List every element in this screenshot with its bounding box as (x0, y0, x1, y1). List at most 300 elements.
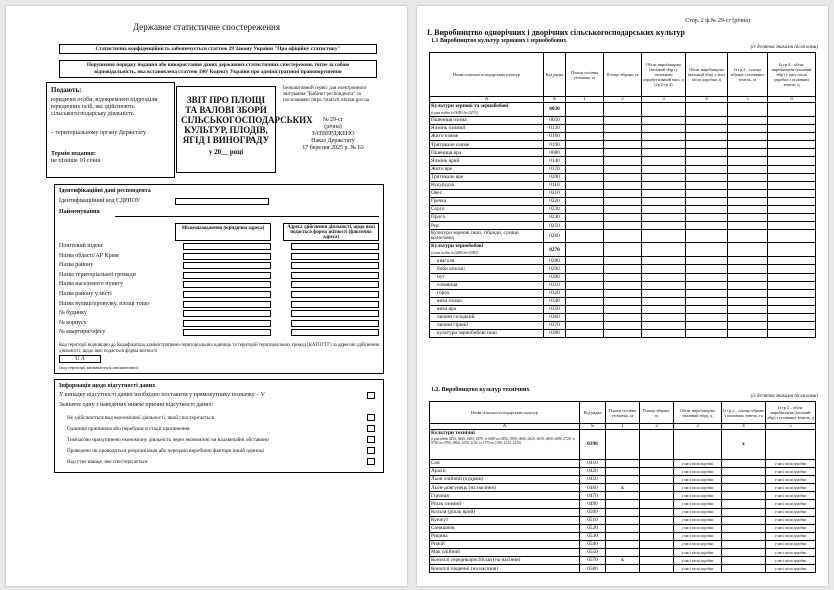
input-cell[interactable] (640, 540, 674, 548)
input-cell[interactable] (604, 149, 642, 157)
unit-note-cell[interactable]: у масі після доробки (766, 500, 816, 508)
input-cell[interactable] (728, 125, 768, 133)
input-cell[interactable] (686, 230, 728, 243)
legal-address-field[interactable] (183, 320, 271, 327)
actual-address-field[interactable] (291, 310, 379, 317)
actual-address-field[interactable] (291, 272, 379, 279)
legal-address-field[interactable] (183, 310, 271, 317)
crop-name-cell (430, 103, 544, 117)
input-cell[interactable] (606, 476, 640, 484)
input-cell[interactable] (722, 524, 766, 532)
input-cell[interactable] (604, 297, 642, 305)
crop-name: Ячмінь озимий (431, 125, 466, 132)
input-cell[interactable] (728, 189, 768, 197)
input-cell[interactable] (566, 181, 604, 189)
input-cell[interactable] (606, 565, 640, 573)
input-cell[interactable] (766, 430, 816, 460)
input-cell[interactable] (642, 103, 686, 117)
input-cell[interactable] (728, 297, 768, 305)
input-cell[interactable] (722, 532, 766, 540)
input-cell[interactable] (604, 222, 642, 230)
input-cell[interactable] (640, 430, 674, 460)
input-cell[interactable] (768, 243, 816, 257)
input-cell[interactable] (768, 289, 816, 297)
input-cell[interactable] (566, 206, 604, 214)
unit-note-cell[interactable]: у масі після доробки (674, 484, 722, 492)
t1-header: Площа посівна уточнена, га (566, 53, 604, 97)
row-code: 0550 (580, 549, 606, 557)
input-cell[interactable] (604, 189, 642, 197)
actual-address-field[interactable] (291, 281, 379, 288)
input-cell[interactable] (728, 305, 768, 313)
input-cell[interactable] (728, 149, 768, 157)
input-cell[interactable] (728, 133, 768, 141)
input-cell[interactable] (722, 460, 766, 468)
input-cell[interactable] (728, 173, 768, 181)
input-cell[interactable] (768, 197, 816, 205)
unit-note-cell[interactable]: у масі після доробки (674, 508, 722, 516)
input-cell[interactable] (640, 492, 674, 500)
input-cell[interactable] (604, 230, 642, 243)
input-cell[interactable] (722, 516, 766, 524)
unit-note-cell[interactable]: у масі після доробки (766, 516, 816, 524)
input-cell[interactable] (686, 165, 728, 173)
input-cell[interactable] (686, 222, 728, 230)
unit-note-cell[interactable]: у масі після доробки (766, 484, 816, 492)
input-cell[interactable] (642, 243, 686, 257)
input-cell[interactable] (566, 313, 604, 321)
input-cell[interactable] (722, 557, 766, 565)
input-cell[interactable] (768, 322, 816, 330)
input-cell[interactable] (728, 289, 768, 297)
input-cell[interactable] (728, 197, 768, 205)
absence-reason-checkbox[interactable] (367, 425, 375, 432)
unit-note-cell[interactable]: у масі після доробки (766, 524, 816, 532)
input-cell[interactable] (728, 230, 768, 243)
input-cell[interactable] (686, 214, 728, 222)
input-cell[interactable] (566, 197, 604, 205)
unit-note-cell[interactable]: у масі після доробки (674, 540, 722, 548)
unit-note-cell[interactable]: у масі після доробки (674, 516, 722, 524)
input-cell[interactable] (768, 149, 816, 157)
input-cell[interactable] (566, 265, 604, 273)
legal-address-field[interactable] (183, 281, 271, 288)
input-cell[interactable] (674, 430, 722, 460)
input-cell[interactable] (640, 468, 674, 476)
table-row (430, 189, 816, 197)
input-cell[interactable] (728, 313, 768, 321)
input-cell[interactable] (640, 500, 674, 508)
input-cell[interactable] (768, 330, 816, 338)
actual-address-field[interactable] (291, 291, 379, 298)
input-cell[interactable] (566, 257, 604, 265)
actual-address-field[interactable] (291, 262, 379, 269)
input-cell[interactable] (686, 197, 728, 205)
t2-header: Назва сільськогосподарських культур (430, 402, 580, 424)
input-cell[interactable] (604, 117, 642, 125)
input-cell[interactable] (686, 289, 728, 297)
input-cell[interactable] (768, 214, 816, 222)
input-cell[interactable] (686, 305, 728, 313)
column-index: 3 (642, 97, 686, 103)
input-cell[interactable] (728, 273, 768, 281)
input-cell[interactable] (642, 230, 686, 243)
input-cell[interactable] (722, 549, 766, 557)
input-cell[interactable] (728, 165, 768, 173)
input-cell[interactable] (566, 189, 604, 197)
input-cell[interactable] (642, 330, 686, 338)
input-cell[interactable] (640, 524, 674, 532)
legal-address-field[interactable] (183, 329, 271, 336)
row-code: 0580 (580, 565, 606, 573)
crop-name-cell (430, 230, 544, 243)
unit-note-cell[interactable]: у масі після доробки (674, 532, 722, 540)
input-cell[interactable] (642, 305, 686, 313)
input-cell[interactable] (722, 476, 766, 484)
input-cell[interactable] (642, 265, 686, 273)
input-cell[interactable] (566, 230, 604, 243)
input-cell[interactable] (604, 157, 642, 165)
input-cell[interactable] (768, 181, 816, 189)
unit-note-cell[interactable]: у масі після доробки (766, 549, 816, 557)
input-cell[interactable] (686, 257, 728, 265)
input-cell[interactable] (686, 125, 728, 133)
input-cell[interactable] (728, 265, 768, 273)
input-cell[interactable] (604, 313, 642, 321)
legal-address-field[interactable] (183, 262, 271, 269)
unit-note-cell[interactable]: у масі після доробки (674, 468, 722, 476)
input-cell[interactable] (686, 133, 728, 141)
input-cell[interactable] (728, 322, 768, 330)
input-cell[interactable] (642, 173, 686, 181)
actual-address-field[interactable] (291, 301, 379, 308)
input-cell[interactable] (642, 222, 686, 230)
input-cell[interactable] (722, 540, 766, 548)
input-cell[interactable] (566, 141, 604, 149)
input-cell[interactable] (642, 273, 686, 281)
input-cell[interactable] (640, 460, 674, 468)
legal-address-field[interactable] (183, 301, 271, 308)
input-cell[interactable] (686, 141, 728, 149)
column-index: Б (544, 97, 566, 103)
input-cell[interactable] (728, 214, 768, 222)
actual-address-field[interactable] (291, 320, 379, 327)
row-code: 0160 (544, 133, 566, 141)
input-cell[interactable] (606, 460, 640, 468)
input-cell[interactable] (606, 540, 640, 548)
input-cell[interactable] (686, 330, 728, 338)
input-cell[interactable] (686, 206, 728, 214)
input-cell[interactable] (604, 273, 642, 281)
input-cell[interactable] (642, 149, 686, 157)
unit-note-cell[interactable]: у масі після доробки (766, 508, 816, 516)
input-cell[interactable] (686, 313, 728, 321)
input-cell[interactable] (768, 125, 816, 133)
input-cell[interactable] (722, 468, 766, 476)
crop-name-cell (430, 206, 544, 214)
input-cell[interactable] (640, 508, 674, 516)
input-cell[interactable] (606, 508, 640, 516)
crop-name: Кунжут (430, 516, 580, 524)
input-cell[interactable] (566, 273, 604, 281)
input-cell[interactable] (606, 549, 640, 557)
input-cell[interactable] (728, 141, 768, 149)
input-cell[interactable] (604, 181, 642, 189)
input-cell[interactable] (604, 257, 642, 265)
input-cell[interactable] (768, 265, 816, 273)
input-cell[interactable] (768, 222, 816, 230)
input-cell[interactable] (722, 500, 766, 508)
input-cell[interactable] (728, 257, 768, 265)
input-cell[interactable] (642, 297, 686, 305)
column-index: 4 (686, 97, 728, 103)
input-cell[interactable] (728, 330, 768, 338)
input-cell[interactable] (728, 157, 768, 165)
input-cell[interactable] (640, 516, 674, 524)
input-cell[interactable] (642, 141, 686, 149)
input-cell[interactable] (604, 103, 642, 117)
crop-name: Рицина (430, 532, 580, 540)
crop-name-cell (430, 165, 544, 173)
input-cell[interactable] (686, 189, 728, 197)
input-cell[interactable] (640, 565, 674, 573)
input-cell[interactable] (768, 141, 816, 149)
input-cell[interactable] (686, 173, 728, 181)
actual-address-field[interactable] (291, 329, 379, 336)
input-cell[interactable] (604, 289, 642, 297)
input-cell[interactable] (604, 125, 642, 133)
input-cell[interactable] (642, 322, 686, 330)
actual-address-field[interactable] (291, 253, 379, 260)
unit-note-cell[interactable]: у масі після доробки (674, 476, 722, 484)
input-cell[interactable] (604, 133, 642, 141)
input-cell[interactable] (768, 273, 816, 281)
input-cell[interactable] (768, 173, 816, 181)
input-cell[interactable] (566, 214, 604, 222)
input-cell[interactable] (768, 165, 816, 173)
input-cell[interactable] (642, 257, 686, 265)
crop-name: Коноплі південні (на насіння) (430, 565, 580, 573)
input-cell[interactable] (686, 157, 728, 165)
input-cell[interactable] (640, 557, 674, 565)
legal-address-field[interactable] (183, 253, 271, 260)
input-cell[interactable] (606, 492, 640, 500)
unit-note-cell[interactable]: у масі після доробки (674, 460, 722, 468)
edrpou-field[interactable] (175, 198, 269, 205)
name-label: Найменування (59, 209, 100, 215)
input-cell[interactable] (642, 189, 686, 197)
input-cell[interactable] (566, 125, 604, 133)
input-cell[interactable] (642, 313, 686, 321)
input-cell[interactable] (728, 281, 768, 289)
input-cell[interactable] (686, 149, 728, 157)
table-row (430, 230, 816, 243)
name-line[interactable] (115, 216, 379, 217)
unit-note-cell[interactable]: у масі після доробки (766, 468, 816, 476)
legal-address-field[interactable] (183, 272, 271, 279)
input-cell[interactable] (566, 103, 604, 117)
input-cell[interactable] (768, 133, 816, 141)
table-row (430, 173, 816, 181)
input-cell[interactable] (768, 281, 816, 289)
input-cell[interactable] (642, 206, 686, 214)
input-cell[interactable] (604, 265, 642, 273)
input-cell[interactable] (722, 508, 766, 516)
unit-note-cell[interactable]: у масі після доробки (674, 557, 722, 565)
unit-note-cell[interactable]: у масі після доробки (674, 565, 722, 573)
input-cell[interactable] (728, 103, 768, 117)
input-cell[interactable] (686, 265, 728, 273)
table-row (430, 133, 816, 141)
input-cell[interactable] (642, 214, 686, 222)
input-cell[interactable] (686, 243, 728, 257)
input-cell[interactable] (768, 230, 816, 243)
input-cell[interactable] (642, 181, 686, 189)
row-code: 0270 (544, 243, 566, 257)
input-cell[interactable] (686, 117, 728, 125)
absence-reason-checkbox[interactable] (367, 458, 375, 465)
input-cell[interactable] (768, 103, 816, 117)
input-cell[interactable] (566, 133, 604, 141)
input-cell[interactable] (566, 157, 604, 165)
legal-address-field[interactable] (183, 291, 271, 298)
input-cell[interactable] (728, 243, 768, 257)
input-cell[interactable] (606, 516, 640, 524)
unit-note-cell[interactable]: у масі після доробки (674, 549, 722, 557)
input-cell[interactable] (640, 532, 674, 540)
input-cell[interactable] (686, 322, 728, 330)
input-cell[interactable] (642, 117, 686, 125)
input-cell[interactable] (566, 149, 604, 157)
input-cell[interactable] (566, 330, 604, 338)
crop-name-cell (430, 322, 544, 330)
unit-note-cell[interactable]: у масі після доробки (766, 557, 816, 565)
row-code: 0240 (544, 214, 566, 222)
input-cell[interactable] (604, 173, 642, 181)
input-cell[interactable] (566, 243, 604, 257)
input-cell[interactable] (642, 133, 686, 141)
absence-reason-checkbox[interactable] (367, 447, 375, 454)
input-cell[interactable] (606, 524, 640, 532)
input-cell[interactable] (566, 173, 604, 181)
input-cell[interactable] (768, 189, 816, 197)
input-cell[interactable] (606, 468, 640, 476)
input-cell[interactable] (686, 281, 728, 289)
input-cell[interactable] (640, 484, 674, 492)
input-cell[interactable] (566, 165, 604, 173)
unit-note-cell[interactable]: у масі після доробки (766, 492, 816, 500)
input-cell[interactable] (604, 243, 642, 257)
input-cell[interactable] (566, 322, 604, 330)
input-cell[interactable] (604, 214, 642, 222)
input-cell[interactable] (604, 330, 642, 338)
address-row-label: Поштовий індекс (59, 243, 104, 249)
unit-note-cell[interactable]: у масі після доробки (674, 500, 722, 508)
input-cell[interactable] (566, 297, 604, 305)
input-cell[interactable] (642, 157, 686, 165)
absence-reason-checkbox[interactable] (367, 414, 375, 421)
input-cell[interactable] (606, 532, 640, 540)
katottg-code-field[interactable]: U A (59, 355, 101, 363)
unit-note-cell[interactable]: у масі після доробки (766, 460, 816, 468)
legal-address-field[interactable] (183, 243, 271, 250)
row-code: 0570 (580, 557, 606, 565)
input-cell[interactable] (642, 197, 686, 205)
table-row (430, 460, 816, 468)
submitters-text: юридичні особи, відокремлені підрозділи юридичних осіб, які здійснюють сільськогосподарську діяльність (51, 97, 158, 117)
input-cell[interactable] (768, 157, 816, 165)
input-cell[interactable] (642, 125, 686, 133)
input-cell[interactable] (566, 281, 604, 289)
input-cell[interactable] (604, 141, 642, 149)
location-header: Місцезнаходження (юридична адреса) (175, 223, 271, 241)
input-cell[interactable] (566, 222, 604, 230)
unit-note-cell[interactable]: у масі після доробки (766, 540, 816, 548)
unit-note-cell[interactable]: у масі після доробки (766, 476, 816, 484)
input-cell[interactable] (728, 206, 768, 214)
input-cell[interactable] (604, 305, 642, 313)
actual-address-field[interactable] (291, 243, 379, 250)
input-cell[interactable] (768, 206, 816, 214)
input-cell[interactable] (606, 500, 640, 508)
input-cell[interactable] (686, 273, 728, 281)
input-cell[interactable] (768, 305, 816, 313)
input-cell[interactable] (722, 492, 766, 500)
input-cell[interactable] (642, 281, 686, 289)
input-cell[interactable] (722, 565, 766, 573)
input-cell[interactable] (604, 281, 642, 289)
input-cell[interactable] (768, 297, 816, 305)
input-cell[interactable] (640, 476, 674, 484)
table-row (430, 297, 816, 305)
input-cell[interactable] (606, 430, 640, 460)
input-cell[interactable] (566, 305, 604, 313)
unit-note-cell[interactable]: у масі після доробки (766, 532, 816, 540)
input-cell[interactable] (604, 322, 642, 330)
input-cell[interactable] (566, 289, 604, 297)
table-row (430, 197, 816, 205)
input-cell[interactable] (686, 181, 728, 189)
unit-note-cell[interactable]: у масі після доробки (674, 524, 722, 532)
input-cell[interactable] (722, 484, 766, 492)
input-cell[interactable] (728, 181, 768, 189)
input-cell[interactable] (768, 313, 816, 321)
crop-name: Арахіс (430, 468, 580, 476)
input-cell[interactable] (642, 165, 686, 173)
unit-note-cell[interactable]: у масі після доробки (766, 565, 816, 573)
absence-reason-checkbox[interactable] (367, 436, 375, 443)
input-cell[interactable] (604, 206, 642, 214)
crop-name: вика яра (437, 306, 456, 313)
input-cell[interactable] (728, 222, 768, 230)
unit-note-cell[interactable]: у масі після доробки (674, 492, 722, 500)
input-cell[interactable] (728, 117, 768, 125)
input-cell[interactable] (686, 103, 728, 117)
input-cell[interactable] (686, 297, 728, 305)
input-cell[interactable] (604, 165, 642, 173)
input-cell[interactable] (566, 117, 604, 125)
input-cell[interactable] (768, 117, 816, 125)
input-cell[interactable] (768, 257, 816, 265)
absence-checkbox[interactable] (367, 392, 375, 399)
input-cell[interactable] (642, 289, 686, 297)
s12-title: 1.2. Виробництво культур технічних (431, 387, 530, 393)
input-cell[interactable] (640, 549, 674, 557)
input-cell[interactable] (604, 197, 642, 205)
row-code: 0250 (544, 222, 566, 230)
row-code: 0320 (544, 289, 566, 297)
crop-name: Соняшник (430, 524, 580, 532)
